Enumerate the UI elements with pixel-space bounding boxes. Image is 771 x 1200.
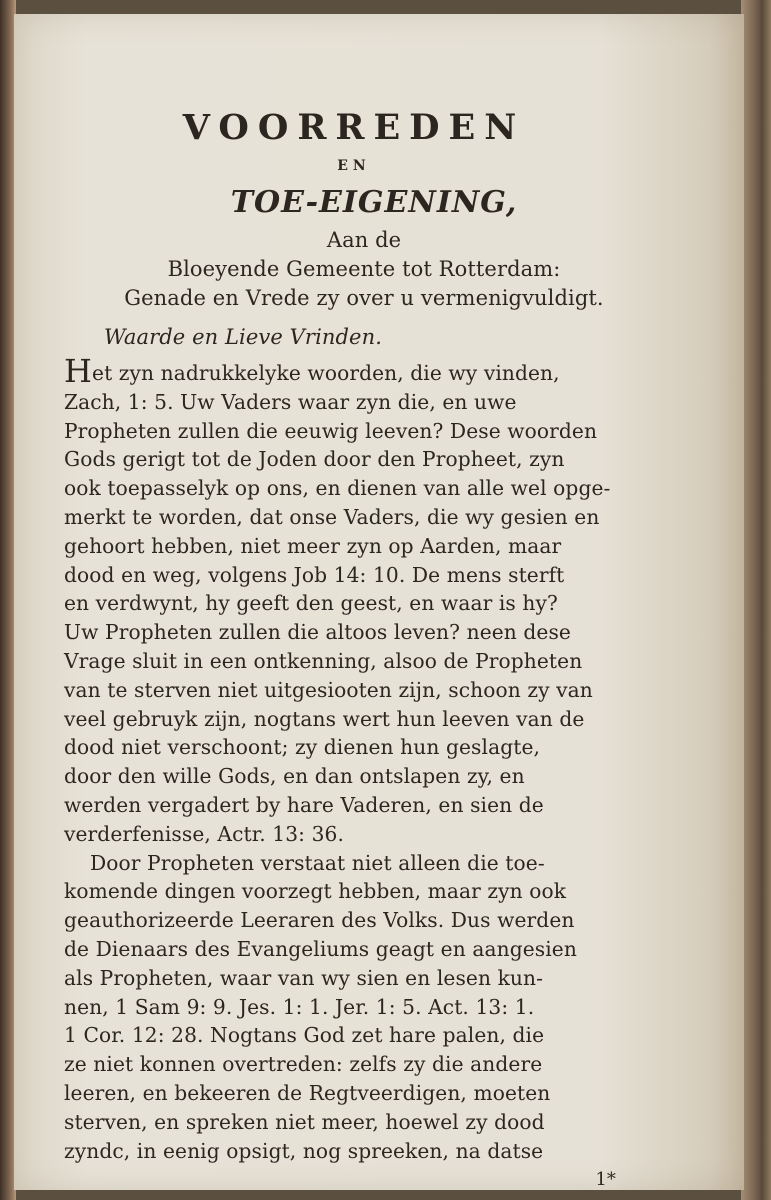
title-heading: VOORREDEN [182,107,526,148]
paragraph-1-line: verderfenisse, Actr. 13: 36. [64,821,344,846]
paragraph-1-line [64,352,644,390]
paragraph-1-line: veel gebruyk zijn, nogtans wert hun leeven van de [64,706,585,731]
address-line-3: Genade en Vrede zy over u vermenigvuldigt. [124,286,604,310]
paragraph-1-line: dood en weg, volgens Job 14: 10. De mens sterft [64,562,565,587]
address-line-2: Bloeyende Gemeente tot Rotterdam: [167,257,561,281]
paragraph-1-line: merkt te worden, dat onse Vaders, die wy gesien en [64,504,600,529]
title-conjunction: EN [337,158,371,174]
paragraph-2-line: 1 Cor. 12: 28. Nogtans God zet hare palen, die [64,1023,545,1048]
paragraph-2 [64,849,644,1166]
paragraph-1-line: van te sterven niet uitgesiooten zijn, schoon zy van [64,677,593,702]
paragraph-2-line: sterven, en spreken niet meer, hoewel zy dood [64,1109,545,1134]
paragraph-2-line: Door Propheten verstaat niet alleen die toe- [90,850,545,875]
paragraph-1-line: ook toepasselyk op ons, en dienen van alle wel opge- [64,476,611,501]
book-edge-right [741,0,771,1200]
paragraph-1-line: Gods gerigt tot de Joden door den Propheet, zyn [64,447,565,472]
paragraph-1-line: gehoort hebben, niet meer zyn op Aarden, maar [64,533,562,558]
paragraph-1-line: werden vergadert by hare Vaderen, en sien de [64,792,544,817]
paragraph-2-line: ze niet konnen overtreden: zelfs zy die andere [64,1052,543,1077]
paragraph-1-line: Vrage sluit in een ontkenning, alsoo de Propheten [64,648,583,673]
paragraph-1-line: Propheten zullen die eeuwig leeven? Dese woorden [64,418,598,443]
paragraph-1 [64,352,644,849]
paragraph-2-line: komende dingen voorzegt hebben, maar zyn ook [64,879,567,904]
paragraph-1-line: door den wille Gods, en dan ontslapen zy, en [64,764,525,789]
subtitle-heading: TOE-EIGENING, [230,185,518,220]
paragraph-2-line: zyndc, in eenig opsigt, nog spreeken, na datse [64,1138,544,1163]
salutation: Waarde en Lieve Vrinden. [104,325,382,349]
paragraph-1-line: Uw Propheten zullen die altoos leven? neen dese [64,620,571,645]
paragraph-2-line: geauthorizeerde Leeraren des Volks. Dus werden [64,908,575,933]
paragraph-1-line-text: et zyn nadrukkelyke woorden, die wy vinden, [92,361,560,385]
paragraph-1-line: Zach, 1: 5. Uw Vaders waar zyn die, en uwe [64,389,517,414]
paragraph-1-line: en verdwynt, hy geeft den geest, en waar is hy? [64,591,558,616]
drop-cap: H [64,352,93,390]
paragraph-2-line: leeren, en bekeeren de Regtveerdigen, moeten [64,1080,551,1105]
page-text [64,106,644,1195]
book-page [14,14,744,1190]
paragraph-2-line: nen, 1 Sam 9: 9. Jes. 1: 1. Jer. 1: 5. Act. 13: 1. [64,994,535,1019]
signature-mark: 1* [595,1169,616,1191]
address-line-1: Aan de [326,228,402,252]
paragraph-2-line: de Dienaars des Evangeliums geagt en aangesien [64,936,577,961]
paragraph-1-line: dood niet verschoont; zy dienen hun geslagte, [64,735,541,760]
paragraph-2-line: als Propheten, waar van wy sien en lesen kun- [64,965,544,990]
